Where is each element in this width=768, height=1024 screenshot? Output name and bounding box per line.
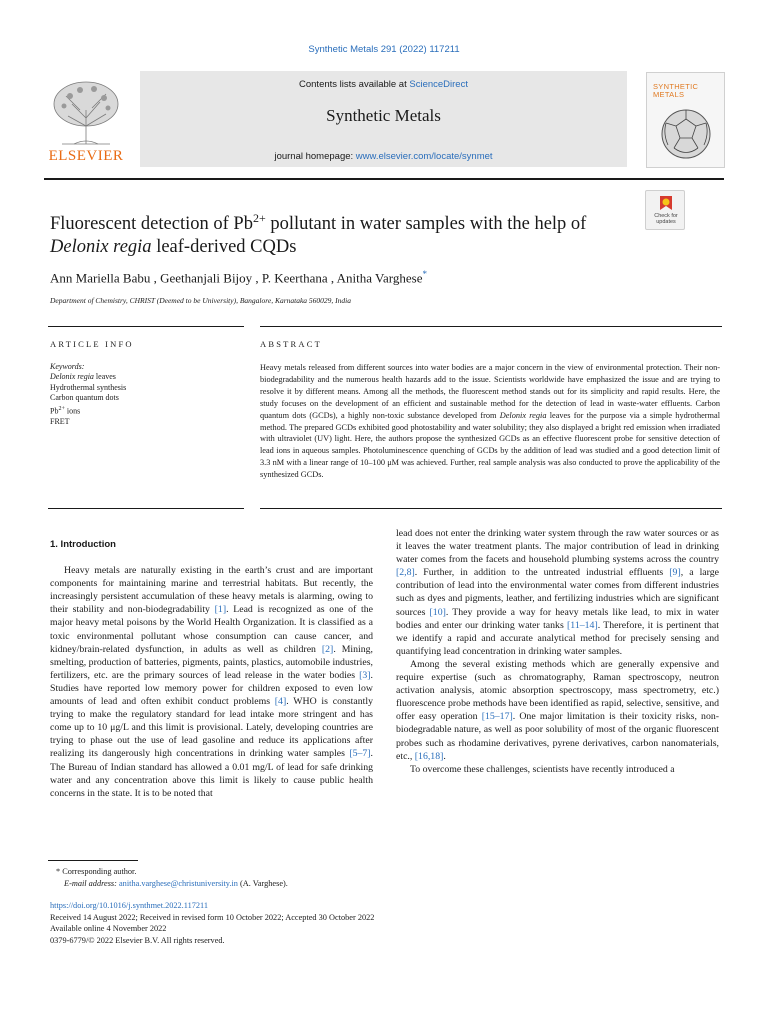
online-date: Available online 4 November 2022 bbox=[50, 924, 167, 934]
reference-link[interactable]: [2] bbox=[321, 643, 334, 655]
reference-link[interactable]: [1] bbox=[214, 604, 227, 616]
paragraph-text: . WHO is constantly trying to make the regulatory standard for lead intake more stringent and has come up to 10 μg/L and this limit is provisional. Lately, developing countries are trying to phase out the use of lead gasoline and reduce its applications after realizing its dangerously high concentrations in drinking water samples bbox=[50, 696, 373, 760]
journal-cover-image[interactable] bbox=[646, 72, 725, 168]
paragraph-text: . bbox=[443, 750, 446, 762]
reference-link[interactable]: [2,8] bbox=[396, 567, 415, 579]
contents-line bbox=[140, 79, 627, 90]
check-updates-text bbox=[646, 213, 686, 225]
title-part3: leaf-derived CQDs bbox=[151, 237, 297, 258]
journal-homepage-link[interactable]: www.elsevier.com/locate/synmet bbox=[355, 151, 493, 162]
paragraph-text: . One major limitation is their toxicity risks, non-biodegradable nature, as well as poor solubility of most of the organic fluorescent probes such as rhodamine derivatives, pyrene derivatives, carbon nanomaterials, etc., bbox=[396, 711, 719, 762]
title-part1: Fluorescent detection of Pb bbox=[50, 214, 253, 235]
reference-link[interactable]: [4] bbox=[274, 696, 287, 708]
abstract-species: Delonix regia bbox=[499, 410, 547, 420]
homepage-line bbox=[140, 151, 627, 162]
check-updates-line2: updates bbox=[656, 219, 676, 225]
footnotes bbox=[50, 866, 710, 947]
reference-link[interactable]: [10] bbox=[429, 606, 446, 618]
keyword-italic: Delonix regia bbox=[50, 372, 94, 382]
paragraph-text: . Studies have reported low memory power for children exposed to even low amounts of lead and often exhibit conduct problems bbox=[50, 669, 373, 708]
reference-link[interactable]: [11–14] bbox=[567, 619, 598, 631]
paragraph-text: , a large contribution of lead into the environmental water comes from different industries such as dyes and pigments, leather, and fertilizing industries which are significant sources bbox=[396, 567, 719, 618]
email-link[interactable]: anitha.varghese@christuniversity.in bbox=[119, 878, 238, 888]
sciencedirect-link[interactable]: ScienceDirect bbox=[409, 79, 468, 90]
body-paragraph: To overcome these challenges, scientists have recently introduced a bbox=[410, 763, 675, 775]
journal-citation[interactable]: Synthetic Metals 291 (2022) 117211 bbox=[308, 44, 460, 55]
email-line bbox=[50, 878, 710, 890]
fullerene-graphic-icon bbox=[659, 107, 713, 161]
check-updates-line1: Check for bbox=[654, 213, 678, 219]
abstract-part1: Heavy metals released from different sources into water bodies are a major concern in the view of environmental protection. Their non-biodegradability and the numerous health hazards add to the issue. Scientists worldwide have emphasized the issue and are trying to resolve it by different means. Among all the methods, the fluorescent method stands out for its simplicity and rapid results. Here, the study focuses on the development of an efficient and sustainable method for the detection of lead in waste-water effluents. Carbon quantum dots (GCDs), a highly non-toxic substance developed from bbox=[260, 363, 720, 420]
check-updates-icon bbox=[657, 194, 675, 212]
author-list[interactable] bbox=[50, 269, 650, 286]
author-affiliation: Department of Chemistry, CHRIST (Deemed to be University), Bangalore, Karnataka 560029, India bbox=[50, 296, 352, 305]
keyword-superscript: 2+ bbox=[58, 405, 65, 412]
paragraph-text: . The Bureau of Indian standard has allowed a 0.01 mg/L of lead for safe drinking water and any concentration above this limit is likely to cause public health concerns in the state. It is to be noted that bbox=[50, 748, 373, 799]
keyword-item bbox=[50, 372, 240, 382]
keyword-rest: leaves bbox=[93, 372, 116, 382]
keyword-lead: Pb bbox=[50, 406, 59, 416]
abstract-rule-bottom bbox=[260, 508, 722, 509]
reference-link[interactable]: [5–7] bbox=[349, 748, 371, 760]
paragraph-text: . Mining, smelting, production of batteries, pigments, paints, plastics, automobile industries, fertilizers, etc. are the primary sources of lead release in the water bodies bbox=[50, 643, 373, 681]
cover-title-line1: SYNTHETIC bbox=[653, 82, 699, 91]
corresponding-author-note: * Corresponding author. bbox=[56, 867, 137, 876]
article-info-rule-top bbox=[48, 326, 244, 327]
check-for-updates-button[interactable] bbox=[645, 190, 685, 230]
keyword-item bbox=[50, 404, 240, 417]
copyright-line: 0379-6779/© 2022 Elsevier B.V. All rights reserved. bbox=[50, 935, 225, 945]
abstract-heading: ABSTRACT bbox=[260, 339, 322, 349]
introduction-heading: 1. Introduction bbox=[50, 539, 116, 550]
title-part2: pollutant in water samples with the help of bbox=[265, 214, 587, 235]
keyword-item: Hydrothermal synthesis bbox=[50, 382, 127, 392]
cover-title-line2: METALS bbox=[653, 90, 685, 99]
footnote-gap bbox=[50, 889, 710, 900]
body-paragraph bbox=[396, 658, 719, 763]
reference-link[interactable]: [3] bbox=[359, 669, 371, 681]
paragraph-text: . Lead is recognized as one of the major heavy metal poisons by the World Health Organization. It is classified as a toxic environmental pollutant whose consumption can cause cancer, and kidney/brain-related dysfunction, in adults as well as children bbox=[50, 604, 373, 655]
author-names[interactable]: Ann Mariella Babu , Geethanjali Bijoy , P. Keerthana , Anitha Varghese bbox=[50, 270, 423, 286]
body-column-left bbox=[50, 538, 373, 800]
abstract-part2: leaves for the purpose via a simple hydrothermal method. The prepared GCDs exhibited good photostability and water solubility; they also displayed a bright red emission when irradiated with ultraviolet (UV) light. Here, the authors propose the synthesized GCDs as an effective fluorescent probe for sensitive detection of lead ions in aqueous samples. Photoluminescence quenching of GCDs by the addition of lead was studied and a good detection limit of 3.3 nM with a linear range of 10–100 μM was achieved. Further, real sample analysis was also conducted to prove the applicability of the synthesized GCDs. bbox=[260, 410, 721, 480]
paragraph-text: Among the several existing methods which are generally expensive and require expertise (such as chromatography, Raman spectroscopy, neutron activation analysis, atomic absorption spectroscopy, mass spectrometry, etc.) fluorescence probe methods have been identified as rapid, selective, sensitive, and offer easy operation bbox=[396, 658, 719, 723]
cover-title bbox=[653, 83, 721, 99]
email-label: E-mail address: bbox=[64, 878, 119, 888]
header-divider bbox=[44, 178, 724, 180]
received-dates: Received 14 August 2022; Received in revised form 10 October 2022; Accepted 30 October 2022 bbox=[50, 912, 375, 922]
article-info-rule-bottom bbox=[48, 508, 244, 509]
keywords-block bbox=[50, 362, 240, 427]
paragraph-text: . Therefore, it is pertinent that we identify a rapid and accurate analytical method for precisely sensing and quantifying lead concentration in drinking water samples. bbox=[396, 619, 719, 657]
keyword-rest: ions bbox=[64, 406, 81, 416]
article-title bbox=[50, 207, 640, 259]
paragraph-text: Heavy metals are naturally existing in the earth’s crust and are important components for maintaining marine and terrestrial habitats. But recently, the increasingly persistent accumulation of these heavy metals is alarming, owing to their stability and non-biodegradability bbox=[50, 565, 373, 616]
title-species: Delonix regia bbox=[50, 237, 152, 258]
paragraph-text: lead does not enter the drinking water system through the raw water sources or as it leaves the water treatment plants. The major contribution of lead in drinking water comes from the facets and household plumbing systems across the country bbox=[396, 528, 719, 566]
paragraph-text: . Further, in addition to the untreated industrial effluents bbox=[414, 567, 670, 579]
abstract-rule-top bbox=[260, 326, 722, 327]
reference-link[interactable]: [15–17] bbox=[481, 711, 513, 723]
body-column-right bbox=[396, 527, 719, 776]
corresponding-author-marker[interactable]: * bbox=[422, 269, 427, 279]
title-superscript: 2+ bbox=[252, 211, 266, 225]
body-paragraph bbox=[396, 527, 719, 658]
keywords-label: Keywords: bbox=[50, 362, 85, 371]
journal-title: Synthetic Metals bbox=[326, 106, 441, 125]
article-info-heading: ARTICLE INFO bbox=[50, 339, 134, 349]
homepage-prefix: journal homepage: bbox=[274, 151, 356, 162]
paragraph-text: . They provide a way for heavy metals like lead, to mix in water bodies and enter our drinking water tanks bbox=[396, 606, 719, 631]
keyword-item: FRET bbox=[50, 416, 70, 426]
body-paragraph bbox=[50, 564, 373, 800]
keyword-item: Carbon quantum dots bbox=[50, 393, 119, 403]
reference-link[interactable]: [9] bbox=[669, 567, 681, 579]
footnote-rule bbox=[48, 860, 138, 861]
email-suffix: (A. Varghese). bbox=[237, 878, 288, 888]
abstract-text bbox=[260, 362, 720, 481]
elsevier-wordmark: ELSEVIER bbox=[48, 148, 124, 164]
reference-link[interactable]: [16,18] bbox=[414, 750, 444, 762]
contents-prefix: Contents lists available at bbox=[299, 79, 410, 90]
doi-link[interactable]: https://doi.org/10.1016/j.synthmet.2022.117211 bbox=[50, 901, 209, 911]
